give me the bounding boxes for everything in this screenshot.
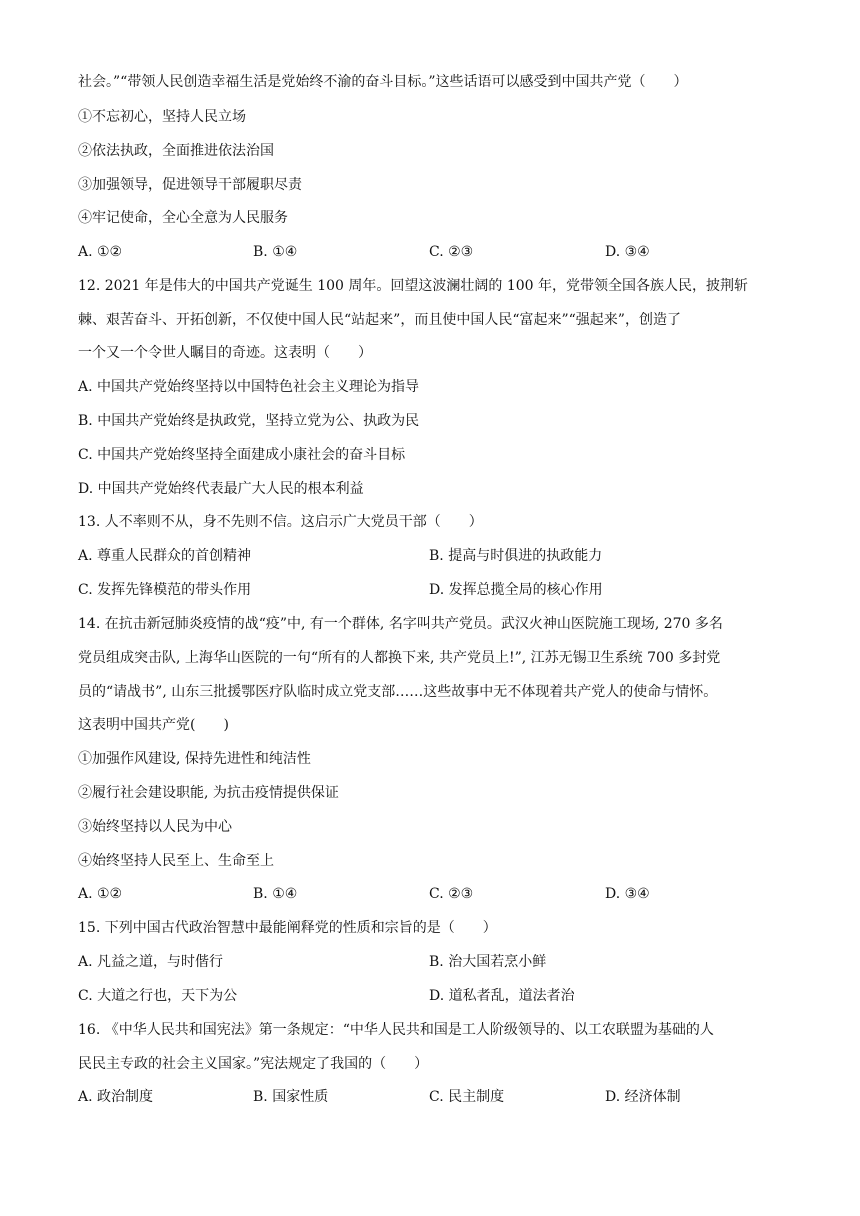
q15-option-a[interactable]: A. 凡益之道，与时偕行 [78,954,224,970]
q12-option-c[interactable]: C. 中国共产党始终坚持全面建成小康社会的奋斗目标 [78,447,406,463]
q12-stem-line-2: 棘、艰苦奋斗、开拓创新，不仅使中国人民“站起来”，而且使中国人民“富起来”“强起来”，创造了 [78,312,681,328]
q14-option-b[interactable]: B. ①④ [253,886,298,902]
q15-options-row-2 [78,986,798,1006]
q16-options [78,1087,798,1107]
q12-stem-line-1: 12. 2021 年是伟大的中国共产党诞生 100 周年。回望这波澜壮阔的 100 年，党带领全国各族人民，披荆斩 [78,278,749,294]
q15-options-row-1 [78,952,798,972]
q12-option-a[interactable]: A. 中国共产党始终坚持以中国特色社会主义理论为指导 [78,379,420,395]
q16-option-b[interactable]: B. 国家性质 [253,1089,329,1105]
q15-option-b[interactable]: B. 治大国若烹小鲜 [429,954,547,970]
q13-option-b[interactable]: B. 提高与时俱进的执政能力 [429,548,603,564]
q16-stem-line-1: 16. 《中华人民共和国宪法》第一条规定：“中华人民共和国是工人阶级领导的、以工农联盟为基础的人 [78,1022,714,1038]
q13-options-row-1 [78,546,798,566]
q12-stem-line-3: 一个又一个令世人瞩目的奇迹。这表明（ ） [78,345,372,361]
q14-option-a[interactable]: A. ①② [78,886,123,902]
q16-stem-line-2: 民民主专政的社会主义国家。”宪法规定了我国的（ ） [78,1056,429,1072]
q14-item-2: ②履行社会建设职能, 为抗击疫情提供保证 [78,785,339,801]
q12-option-b[interactable]: B. 中国共产党始终是执政党，坚持立党为公、执政为民 [78,413,420,429]
q11-item-3: ③加强领导，促进领导干部履职尽责 [78,177,302,193]
q16-option-c[interactable]: C. 民主制度 [429,1089,505,1105]
q15-stem: 15. 下列中国古代政治智慧中最能阐释党的性质和宗旨的是（ ） [78,920,497,936]
q14-item-1: ①加强作风建设, 保持先进性和纯洁性 [78,751,311,767]
q11-options [78,242,798,262]
q14-item-3: ③始终坚持以人民为中心 [78,819,232,835]
q13-stem: 13. 人不率则不从，身不先则不信。这启示广大党员干部（ ） [78,514,483,530]
q13-options-row-2 [78,580,798,600]
q14-options [78,884,798,904]
q14-stem-line-3: 员的“请战书”, 山东三批援鄂医疗队临时成立党支部……这些故事中无不体现着共产党人的使命与情怀。 [78,684,718,700]
q11-option-c[interactable]: C. ②③ [429,244,474,260]
q11-option-b[interactable]: B. ①④ [253,244,298,260]
q14-option-c[interactable]: C. ②③ [429,886,474,902]
q13-option-c[interactable]: C. 发挥先锋模范的带头作用 [78,582,252,598]
q15-option-d[interactable]: D. 道私者乱，道法者治 [429,988,575,1004]
q13-option-a[interactable]: A. 尊重人民群众的首创精神 [78,548,252,564]
q14-stem-line-1: 14. 在抗击新冠肺炎疫情的战“疫”中, 有一个群体, 名字叫共产党员。武汉火神山医院施工现场, 270 多名 [78,616,723,632]
q11-item-2: ②依法执政，全面推进依法治国 [78,143,274,159]
q13-option-d[interactable]: D. 发挥总揽全局的核心作用 [429,582,603,598]
q11-item-1: ①不忘初心，坚持人民立场 [78,109,246,125]
q16-option-a[interactable]: A. 政治制度 [78,1089,154,1105]
q14-option-d[interactable]: D. ③④ [605,886,650,902]
q12-option-d[interactable]: D. 中国共产党始终代表最广大人民的根本利益 [78,481,364,497]
q11-stem-tail: 社会。”“带领人民创造幸福生活是党始终不渝的奋斗目标。”这些话语可以感受到中国共产党（ ） [78,74,688,90]
q11-option-d[interactable]: D. ③④ [605,244,650,260]
q16-option-d[interactable]: D. 经济体制 [605,1089,681,1105]
q11-item-4: ④牢记使命，全心全意为人民服务 [78,210,288,226]
q14-stem-line-4: 这表明中国共产党( ) [78,717,229,733]
q15-option-c[interactable]: C. 大道之行也，天下为公 [78,988,238,1004]
q14-stem-line-2: 党员组成突击队, 上海华山医院的一句“所有的人都换下来, 共产党员上!”, 江苏无锡卫生系统 700 多封党 [78,650,721,666]
q11-option-a[interactable]: A. ①② [78,244,123,260]
q14-item-4: ④始终坚持人民至上、生命至上 [78,853,274,869]
